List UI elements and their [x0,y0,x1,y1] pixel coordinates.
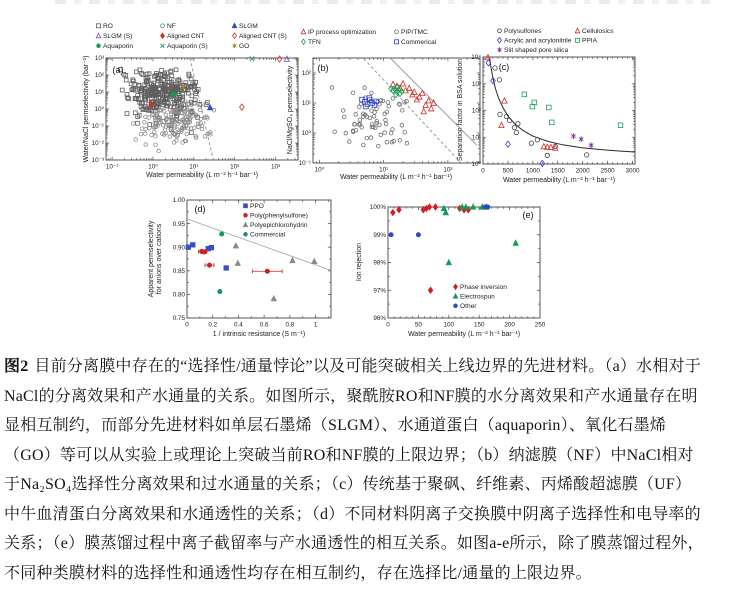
legend-label: Polyepichlorohydrin [250,222,308,229]
legend-label: SLGM (S) [103,33,133,40]
legend-label: Aquaporin [103,43,134,50]
y-tick-label: 10⁻³ [91,157,104,165]
y-tick-label: 10⁻² [91,140,104,148]
legend-label: NF [167,23,176,30]
panel-label-d: (d) [194,204,206,214]
x-tick-label: 10⁻¹ [105,163,119,171]
legend-label: Aligned CNT [167,33,205,40]
panel-label-a: (a) [112,65,124,75]
x-tick-label: 0.8 [285,321,295,329]
y-tick-label: 0.75 [172,315,185,323]
x-tick-label: 2500 [600,167,615,175]
caption-line: 图2 目前分离膜中存在的“选择性/通量悖论”以及可能突破相关上线边界的先进材料。（a）水相对于 [4,358,701,375]
legend-item-nf [161,23,176,30]
legend-label: IP process optimization [308,29,377,36]
x-tick-label: 1 [313,321,318,329]
legend-item-tfn [302,39,322,46]
series-ppia [522,92,623,127]
x-axis-label-d: 1 / intrinsic resistance (S m⁻¹) [212,331,306,338]
caption-line: NaCl的分离效果和产水通量的关系。如图所示，聚酰胺RO和NF膜的水分离效果和产水通量存在明 [4,387,698,405]
y-tick-label: 10⁰ [94,106,104,114]
y-tick-label: 0.85 [172,268,185,275]
legend-item-slgm-s [96,33,132,40]
y-axis-label-c: Separation factor in BSA solution [457,58,464,162]
legend-item-other [454,303,478,310]
upper-bound-curve [489,57,635,152]
legend-label: Commercial [250,231,286,239]
legend-item-poly-phenylsulfone [244,213,308,220]
panel-c [457,28,640,184]
x-tick-label: 150 [473,321,485,329]
panel-label-b: (b) [317,63,329,73]
x-tick-label: 10⁰ [314,166,325,174]
caption-line: 显相互制约，而部分先进材料如单层石墨烯（SLGM）、水通道蛋白（aquaporin）、氧化石墨烯 [4,417,667,434]
legend-label: Electrospun [460,293,495,301]
legend-item-pip-tmc [395,29,428,36]
x-tick-label: 10³ [270,163,281,171]
x-axis-label-a: Water permeability (L m⁻² h⁻¹ bar⁻¹) [145,172,259,179]
legend-item-electrospun [453,294,495,301]
legend-label: SLGM [239,23,258,30]
panel-d [148,197,331,338]
x-tick-label: 0.4 [234,321,243,329]
x-tick-label: 10² [443,166,453,174]
legend-d [243,203,308,239]
legend-item-phase-inversion [454,284,508,291]
x-tick-label: 0 [481,167,485,175]
caption-line: （GO）等可以从实验上或理论上突破当前RO和NF膜的上限边界；（b）纳滤膜（NF）中NaCl相对 [4,446,694,464]
legend-item-aligned-cnt-s [233,33,287,40]
y-tick-label: 0.95 [172,220,185,228]
y-tick-label: 10¹ [94,89,104,97]
legend-item-ppo [244,203,264,210]
x-tick-label: 10² [230,163,240,171]
x-tick-label: 10¹ [189,163,199,171]
legend-item-ppia [576,38,598,45]
series-commerical [360,96,379,109]
y-tick-label: 1.00 [172,197,185,205]
x-tick-label: 100 [443,321,455,329]
y-tick-label: 10² [471,107,481,115]
x-tick-label: 10¹ [379,166,389,174]
y-tick-label: 96% [373,315,386,323]
legend-label: Aligned CNT (S) [239,33,287,40]
legend-item-slit-shaped-pore-silica [498,47,569,54]
y-tick-label: 98% [373,259,386,267]
panel-b [287,29,480,181]
series-acrylic-and-acrylonitrile [486,60,544,167]
legend-b [301,29,437,46]
plot-frame [388,207,540,318]
y-tick-label: 100% [369,204,386,212]
series-polysulfones [493,66,589,158]
legend-label: PIP/TMC [401,29,428,36]
legend-item-cellulosics [575,28,614,35]
legend-item-aquaporin [97,43,134,50]
legend-label: Acrylic and acrylonitrile [504,37,572,45]
y-tick-label: 10³ [94,55,104,63]
y-tick-label: 10⁻¹ [298,160,311,168]
legend-label: Cellulosics [582,28,614,35]
x-tick-label: 200 [504,321,515,329]
x-tick-label: 2000 [575,167,590,175]
legend-label: Poly(phenylsulfone) [250,212,308,220]
x-tick-label: 0.2 [208,321,218,329]
y-axis-label-a: Water/NaCl permselectivity (bar⁻¹) [83,55,90,163]
series-poly-phenylsulfone [199,249,283,273]
y-tick-label: 10² [94,72,104,80]
y-tick-label: 10³ [471,80,481,88]
legend-label: TFN [308,39,321,46]
legend-item-slgm [232,23,257,30]
y-tick-label: 99% [373,231,386,239]
legend-item-commerical [395,39,437,46]
figure-number: 图2 [4,358,29,375]
y-tick-label: 0.90 [172,244,185,252]
legend-item-polysulfones [498,28,542,35]
legend-item-commercial [244,232,286,239]
legend-label: Aquaporin (S) [167,43,208,50]
y-tick-label: 10¹ [301,100,311,108]
legend-a [96,23,287,50]
y-tick-label: 10⁴ [471,54,481,62]
x-tick-label: 0 [386,321,390,329]
plot-frame [313,58,480,163]
y-tick-label: 0.80 [172,291,185,299]
axis-ticks [313,58,480,163]
legend-label: Phase inversion [460,284,507,291]
y-tick-label: 10¹ [471,134,481,142]
legend-label: PPO [250,203,264,210]
y-axis-label-e: Ion rejection [356,242,363,282]
x-tick-label: 500 [502,167,514,175]
series-electrospun [441,204,518,265]
legend-item-ro [97,23,113,30]
panel-a [83,23,298,179]
series-aligned-cnt-s [240,56,282,110]
panel-label-c: (c) [498,62,510,72]
series-commercial [218,232,224,294]
legend-item-acrylic-and-acrylonitrile [498,38,572,45]
series-cellulosics [485,55,558,151]
legend-item-aligned-cnt [161,33,205,40]
caption-line: 中牛血清蛋白分离效果和水通透性的关系；（d）不同材料阴离子交换膜中阴离子选择性和电导率的 [4,505,701,523]
caption-line: 不同种类膜材料的选择性和通透性均存在相互制约，存在选择比/通量的上限边界。 [4,564,592,582]
x-tick-label: 250 [534,321,546,329]
y-tick-label: 97% [373,287,386,295]
legend-label: Commerical [401,39,437,46]
axis-ticks [388,207,540,318]
x-tick-label: 50 [414,321,422,329]
x-tick-label: 3000 [625,167,640,175]
panel-e [356,204,546,338]
x-axis-label-c: Water permeability (L m⁻² h⁻¹ bar⁻¹) [502,177,616,184]
x-axis-label-b: Water permeability (L m⁻² h⁻¹ bar⁻¹) [339,174,453,181]
upper-bound-dashed-line [364,59,461,163]
caption-line: 关系；（e）膜蒸馏过程中离子截留率与产水通透性的相互关系。如图a-e所示，除了膜蒸馏过程外， [4,535,704,552]
axis-ticks [483,57,635,164]
series-slgm-s [284,56,289,61]
legend-item-aquaporin-s [161,43,208,50]
figure-caption [4,352,732,588]
x-tick-label: 10⁰ [148,163,158,171]
legend-label: RO [103,23,113,30]
series-polyepichlorohydrin [233,243,317,301]
legend-item-ip-process-optimization [301,29,376,36]
y-axis-label-b: NaCl/MgSO₄ permselectivity [287,65,294,155]
legend-item-polyepichlorohydrin [243,222,308,229]
legend-e [453,284,507,310]
caption-line: 于Na₂SO₄选择性分离效果和过水通量的关系；（c）传统基于聚砜、纤维素、丙烯酸超滤膜（UF） [4,476,692,493]
y-tick-label: 10⁰ [301,130,311,138]
legend-label: Slit shaped pore silica [504,47,569,54]
x-tick-label: 0 [185,321,189,329]
x-tick-label: 0.6 [259,321,269,329]
y-axis-label-d: Apparent permselectivity [148,220,155,298]
x-axis-label-e: Water permeability (L m⁻² h⁻¹ bar⁻¹) [407,331,521,338]
series-phase-inversion [391,204,471,293]
plot-frame [483,57,635,164]
legend-c [498,28,615,54]
series-slit-shaped-pore-silica [571,133,593,148]
legend-label: Polysulfones [504,28,542,35]
x-tick-label: 1000 [525,167,540,175]
y-tick-label: 10² [301,70,311,78]
y-axis-label-d: for anions over cations [156,223,163,295]
legend-label: PPIA [582,37,598,45]
y-tick-label: 10⁻¹ [91,123,104,131]
y-tick-label: 10⁰ [471,161,481,169]
x-tick-label: 1500 [550,167,565,175]
panel-label-e: (e) [522,210,534,220]
legend-label: Other [460,303,477,310]
legend-item-go [233,43,250,50]
legend-label: GO [239,43,250,50]
